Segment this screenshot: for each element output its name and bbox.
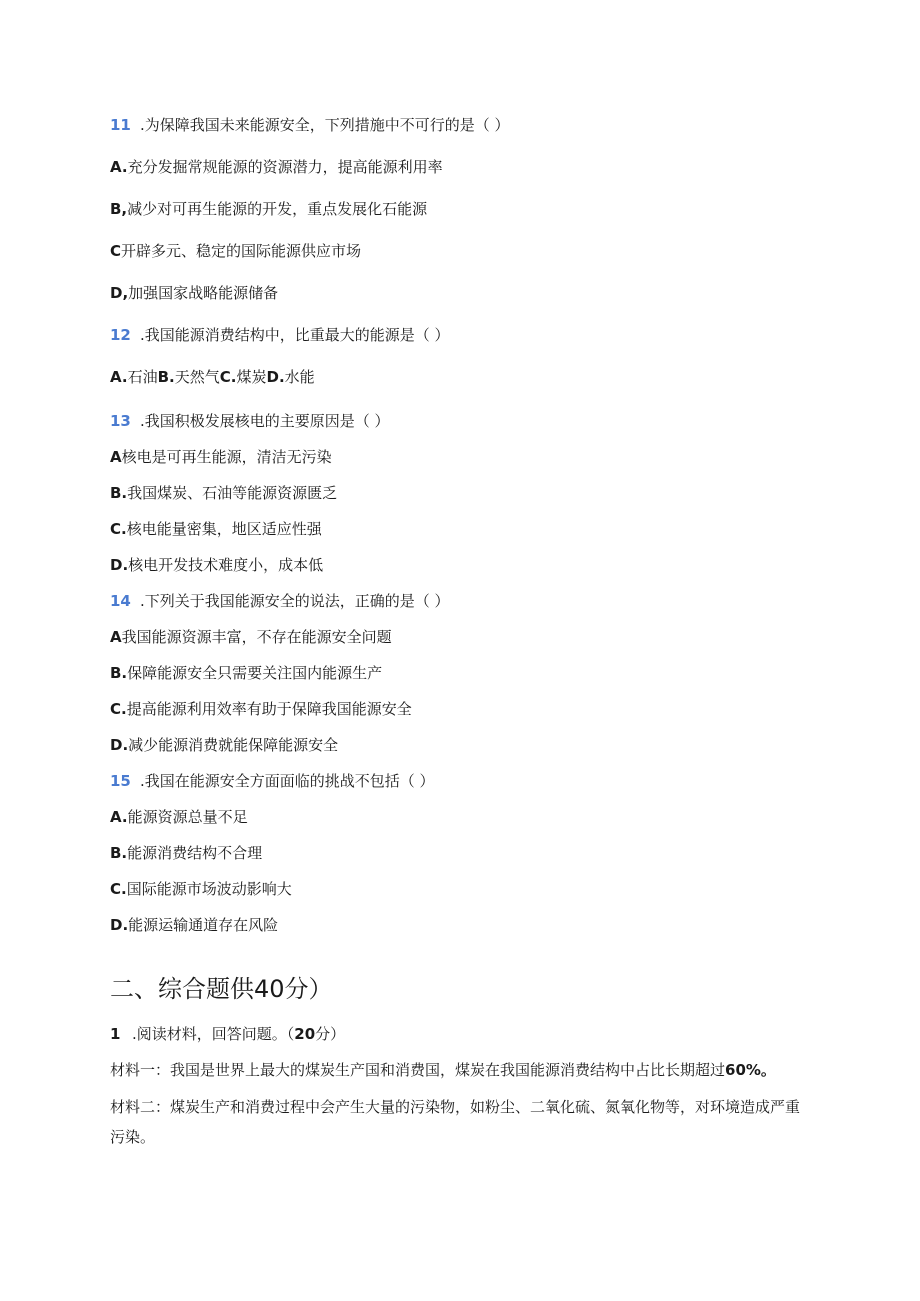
question-14-option-c: [110, 699, 412, 719]
question-14-option-a: [110, 627, 392, 647]
option-letter: C.: [110, 880, 127, 898]
option-letter: B.: [157, 368, 175, 386]
option-letter: B,: [110, 200, 128, 218]
question-text: .阅读材料，回答问题。（: [132, 1025, 295, 1043]
option-text: 减少对可再生能源的开发，重点发展化石能源: [127, 200, 428, 218]
question-number: 14: [110, 592, 131, 610]
question-11-option-d: [110, 283, 278, 303]
material-one-percent: 60%。: [725, 1061, 776, 1079]
question-text: .下列关于我国能源安全的说法，正确的是（ ）: [140, 592, 450, 610]
option-letter: B.: [110, 664, 128, 682]
question-12-stem: [110, 325, 450, 345]
option-text: 石油: [127, 368, 158, 386]
option-letter: D,: [110, 284, 129, 302]
question-11-option-c: [110, 241, 361, 261]
section2-question-1: [110, 1024, 345, 1044]
question-number: 13: [110, 412, 131, 430]
option-text: 能源运输通道存在风险: [128, 916, 279, 934]
option-text: 充分发掘常规能源的资源潜力，提高能源利用率: [127, 158, 443, 176]
option-text: 核电是可再生能源，清洁无污染: [121, 448, 332, 466]
option-letter: A.: [110, 158, 128, 176]
option-text: 开辟多元、稳定的国际能源供应市场: [121, 242, 362, 260]
material-one: [110, 1060, 776, 1080]
material-two: 材料二：煤炭生产和消费过程中会产生大量的污染物，如粉尘、二氧化硫、氮氧化物等，对环境造成严重污染。: [110, 1098, 801, 1146]
question-15-option-a: [110, 807, 248, 827]
option-letter: A.: [110, 368, 128, 386]
question-14-stem: [110, 591, 450, 611]
question-13-option-b: [110, 483, 337, 503]
option-letter: C.: [110, 520, 127, 538]
question-number: 15: [110, 772, 131, 790]
option-letter: D.: [266, 368, 285, 386]
question-13-option-d: [110, 555, 323, 575]
question-text: .为保障我国未来能源安全，下列措施中不可行的是（ ）: [140, 116, 510, 134]
question-14-option-d: [110, 735, 338, 755]
question-11-option-a: [110, 157, 443, 177]
question-score: 20: [294, 1025, 316, 1043]
option-text: 煤炭: [236, 368, 267, 386]
question-text: .我国能源消费结构中，比重最大的能源是（ ）: [140, 326, 450, 344]
question-score-unit: 分）: [315, 1025, 346, 1043]
option-letter: B.: [110, 484, 128, 502]
option-letter: A: [110, 448, 122, 466]
option-letter: C.: [110, 700, 127, 718]
option-text: 减少能源消费就能保障能源安全: [128, 736, 339, 754]
material-one-text: 材料一：我国是世界上最大的煤炭生产国和消费国，煤炭在我国能源消费结构中占比长期超过: [110, 1061, 726, 1079]
option-text: 我国能源资源丰富，不存在能源安全问题: [121, 628, 392, 646]
option-text: 加强国家战略能源储备: [128, 284, 279, 302]
question-15-option-c: [110, 879, 292, 899]
option-text: 能源资源总量不足: [127, 808, 248, 826]
option-text: 保障能源安全只需要关注国内能源生产: [127, 664, 383, 682]
question-11-option-b: [110, 199, 427, 219]
option-text: 核电开发技术难度小，成本低: [128, 556, 324, 574]
question-13-option-c: [110, 519, 322, 539]
option-letter: D.: [110, 736, 129, 754]
question-number: 11: [110, 116, 131, 134]
option-letter: C.: [219, 368, 237, 386]
option-letter: C: [110, 242, 122, 260]
question-15-option-d: [110, 915, 278, 935]
question-15-stem: [110, 771, 435, 791]
question-14-option-b: [110, 663, 382, 683]
question-number: 1: [110, 1025, 121, 1043]
section-title: 二、综合题供40分）: [110, 975, 333, 1003]
option-text: 水能: [284, 368, 315, 386]
question-12-options: [110, 367, 315, 387]
question-text: .我国积极发展核电的主要原因是（ ）: [140, 412, 390, 430]
option-text: 能源消费结构不合理: [127, 844, 263, 862]
option-text: 我国煤炭、石油等能源资源匮乏: [127, 484, 338, 502]
question-number: 12: [110, 326, 131, 344]
question-13-option-a: [110, 447, 332, 467]
option-text: 提高能源利用效率有助于保障我国能源安全: [126, 700, 412, 718]
option-text: 国际能源市场波动影响大: [126, 880, 292, 898]
question-15-option-b: [110, 843, 262, 863]
option-letter: A.: [110, 808, 128, 826]
option-letter: D.: [110, 556, 129, 574]
question-text: .我国在能源安全方面面临的挑战不包括（ ）: [140, 772, 435, 790]
option-letter: D.: [110, 916, 129, 934]
option-letter: A: [110, 628, 122, 646]
option-letter: B.: [110, 844, 128, 862]
option-text: 天然气: [174, 368, 220, 386]
option-text: 核电能量密集，地区适应性强: [126, 520, 322, 538]
question-11-stem: [110, 115, 510, 135]
question-13-stem: [110, 411, 390, 431]
